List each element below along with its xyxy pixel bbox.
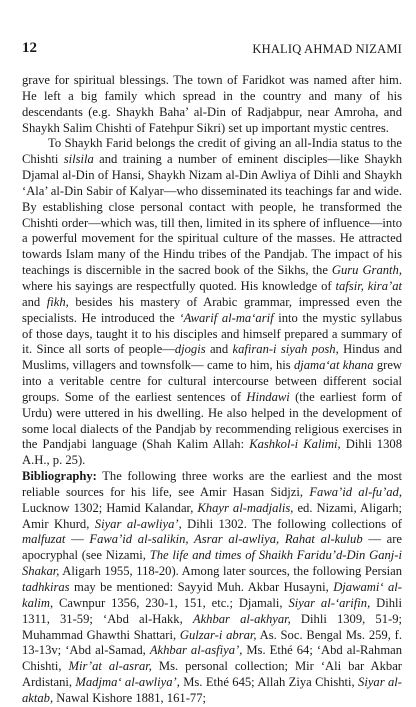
italic-term: kafiran-i siyah posh, (232, 342, 339, 357)
text-run: Cawnpur 1356, 230-1, 151, etc.; Djamali, (53, 595, 289, 610)
italic-term: Djawami‘ al-kalim, (22, 580, 402, 610)
italic-term: Gulzar-i abrar, (179, 627, 257, 642)
italic-term: Akhbar al-asfiya’, (149, 643, 243, 658)
italic-term: Siyar al-‘arifin, (288, 595, 371, 610)
italic-term: The life and times of Shaikh Faridu’d-Din Ganj-i Shakar, (22, 548, 402, 579)
text-run: besides his mastery of Arabic grammar, impressed even the specialists. He introduced the (22, 294, 402, 325)
italic-term: Khayr al-madjalis, (197, 500, 294, 515)
bibliography-label: Bibliography: (22, 469, 97, 484)
italic-term: fikh, (46, 294, 69, 309)
text-run: Ms. Ethé 64; ‘Abd al-Rahman Chishti, (22, 643, 402, 674)
italic-term: Madjma‘ al-awliya’, (75, 675, 180, 690)
italic-term: djama‘at khana (293, 358, 374, 373)
italic-term: silsila (63, 152, 94, 167)
italic-term: Hindawi (246, 389, 290, 404)
text-run: grave for spiritual blessings. The town of Faridkot was named after him. He left a big family which spread in the country and many of his descendants (e.g. Shaykh Baha’ al-Din of Radjabpur, near Amroha, and Shaykh Salim Chishti of Fatehpur Sikri) set up important mystic centres. (22, 73, 402, 135)
text-run: and training a number of eminent disciples—like Shaykh Djamal al-Din of Hansi, Shaykh Nizam al-Din Awliya of Dihli and Shaykh ‘Ala’ al-Din Sabir of Kalyar—who disseminated its teachings far and wide. By establishing close personal contact with people, he transformed the Chishti order—which was, till then, limited in its sphere of influence—into a powerful movement for the spiritual culture of the masses. He attracted towards Islam many of the Hindu tribes of the Pandjab. The impact of his teachings is discernible in the sacred book of the Sikhs, the (22, 152, 402, 278)
text-run: — are apocryphal (see Nizami, (22, 532, 403, 563)
text-run: Ms. personal collection; Mir ‘Ali bar Akbar Ardistani, (22, 659, 402, 690)
text-run: ed. Nizami, Aligarh; Amir Khurd, (22, 500, 402, 531)
body-text (22, 73, 403, 705)
text-run: and (22, 294, 47, 309)
text-run: The following three works are the earliest and the most reliable sources for his life, see Amir Hasan Sidjzi, (22, 469, 402, 499)
text-run: Aligarh 1955, 118-20). Among later sources, the following Persian (59, 564, 402, 579)
italic-term: Siyar al-aktab, (22, 675, 402, 705)
bibliography-paragraph (22, 469, 402, 707)
text-run: Hindus and Muslims, villagers and townsfolk— came to him, his (22, 342, 402, 373)
text-run: — (65, 532, 90, 547)
text-run: Dihli 1308 A.H., p. 25). (22, 437, 402, 468)
text-run: Dihli 1309, 51-9; Muhammad Ghawthi Shattari, (22, 611, 402, 642)
text-run: Dihli 1302. The following collections of (181, 516, 402, 531)
text-run: and (205, 342, 233, 357)
text-run: into the mystic syllabus of those days, taught it to his disciples and himself prepared a summary of it. Since all sorts of people— (22, 310, 403, 357)
page-number: 12 (22, 40, 37, 56)
italic-term: Akhbar al-akhyar, (192, 611, 291, 626)
italic-term: Mir’at al-asrar, (68, 659, 152, 674)
body-paragraph (22, 73, 402, 136)
body-paragraph (22, 136, 402, 469)
italic-term: ‘Awarif al-ma‘arif (179, 310, 274, 325)
italic-term: djogis (174, 342, 206, 357)
text-run: may be mentioned: Sayyid Muh. Akbar Husayni, (69, 580, 334, 594)
text-run: Nawal Kishore 1881, 161-77; (53, 690, 206, 705)
running-title: KHALIQ AHMAD NIZAMI (252, 42, 402, 56)
italic-term: Fawa’id al-fu’ad, (309, 484, 403, 499)
italic-term: Fawa’id al-salikin, Asrar al-awliya, Rahat al-kulub (89, 532, 363, 547)
text-run: To Shaykh Farid belongs the credit of giving an all-India status to the Chishti (22, 136, 402, 167)
text-run: Lucknow 1302; Hamid Kalandar, (22, 500, 198, 515)
italic-term: tafsir, kira’at (335, 278, 402, 293)
text-run: Ms. Ethé 645; Allah Ziya Chishti, (179, 675, 359, 690)
italic-term: Guru Granth, (331, 263, 402, 278)
italic-term: Siyar al-awliya’, (94, 516, 182, 531)
page-header (22, 40, 402, 58)
text-run: Dihli 1311, 31-59; ‘Abd al-Hakk, (22, 595, 403, 626)
italic-term: Kashkol-i Kalimi, (249, 437, 341, 452)
italic-term: malfuzat (22, 532, 66, 547)
text-run: where his sayings are respectfully quoted. His knowledge of (22, 278, 336, 293)
italic-term: tadhkiras (22, 580, 70, 594)
text-run: As. Soc. Bengal Ms. 259, f. 13-13v; ‘Abd al-Samad, (22, 627, 402, 658)
text-run: (the earliest form of Urdu) were uttered in his dwelling. He also helped in the development of some local dialects of the Pandjab by recommending religious exercises in the Pandjabi language (Shah Kalim Allah: (22, 389, 402, 452)
text-run: grew into a veritable centre for cultural intercourse between different social groups. Some of the earliest sentences of (22, 358, 403, 404)
